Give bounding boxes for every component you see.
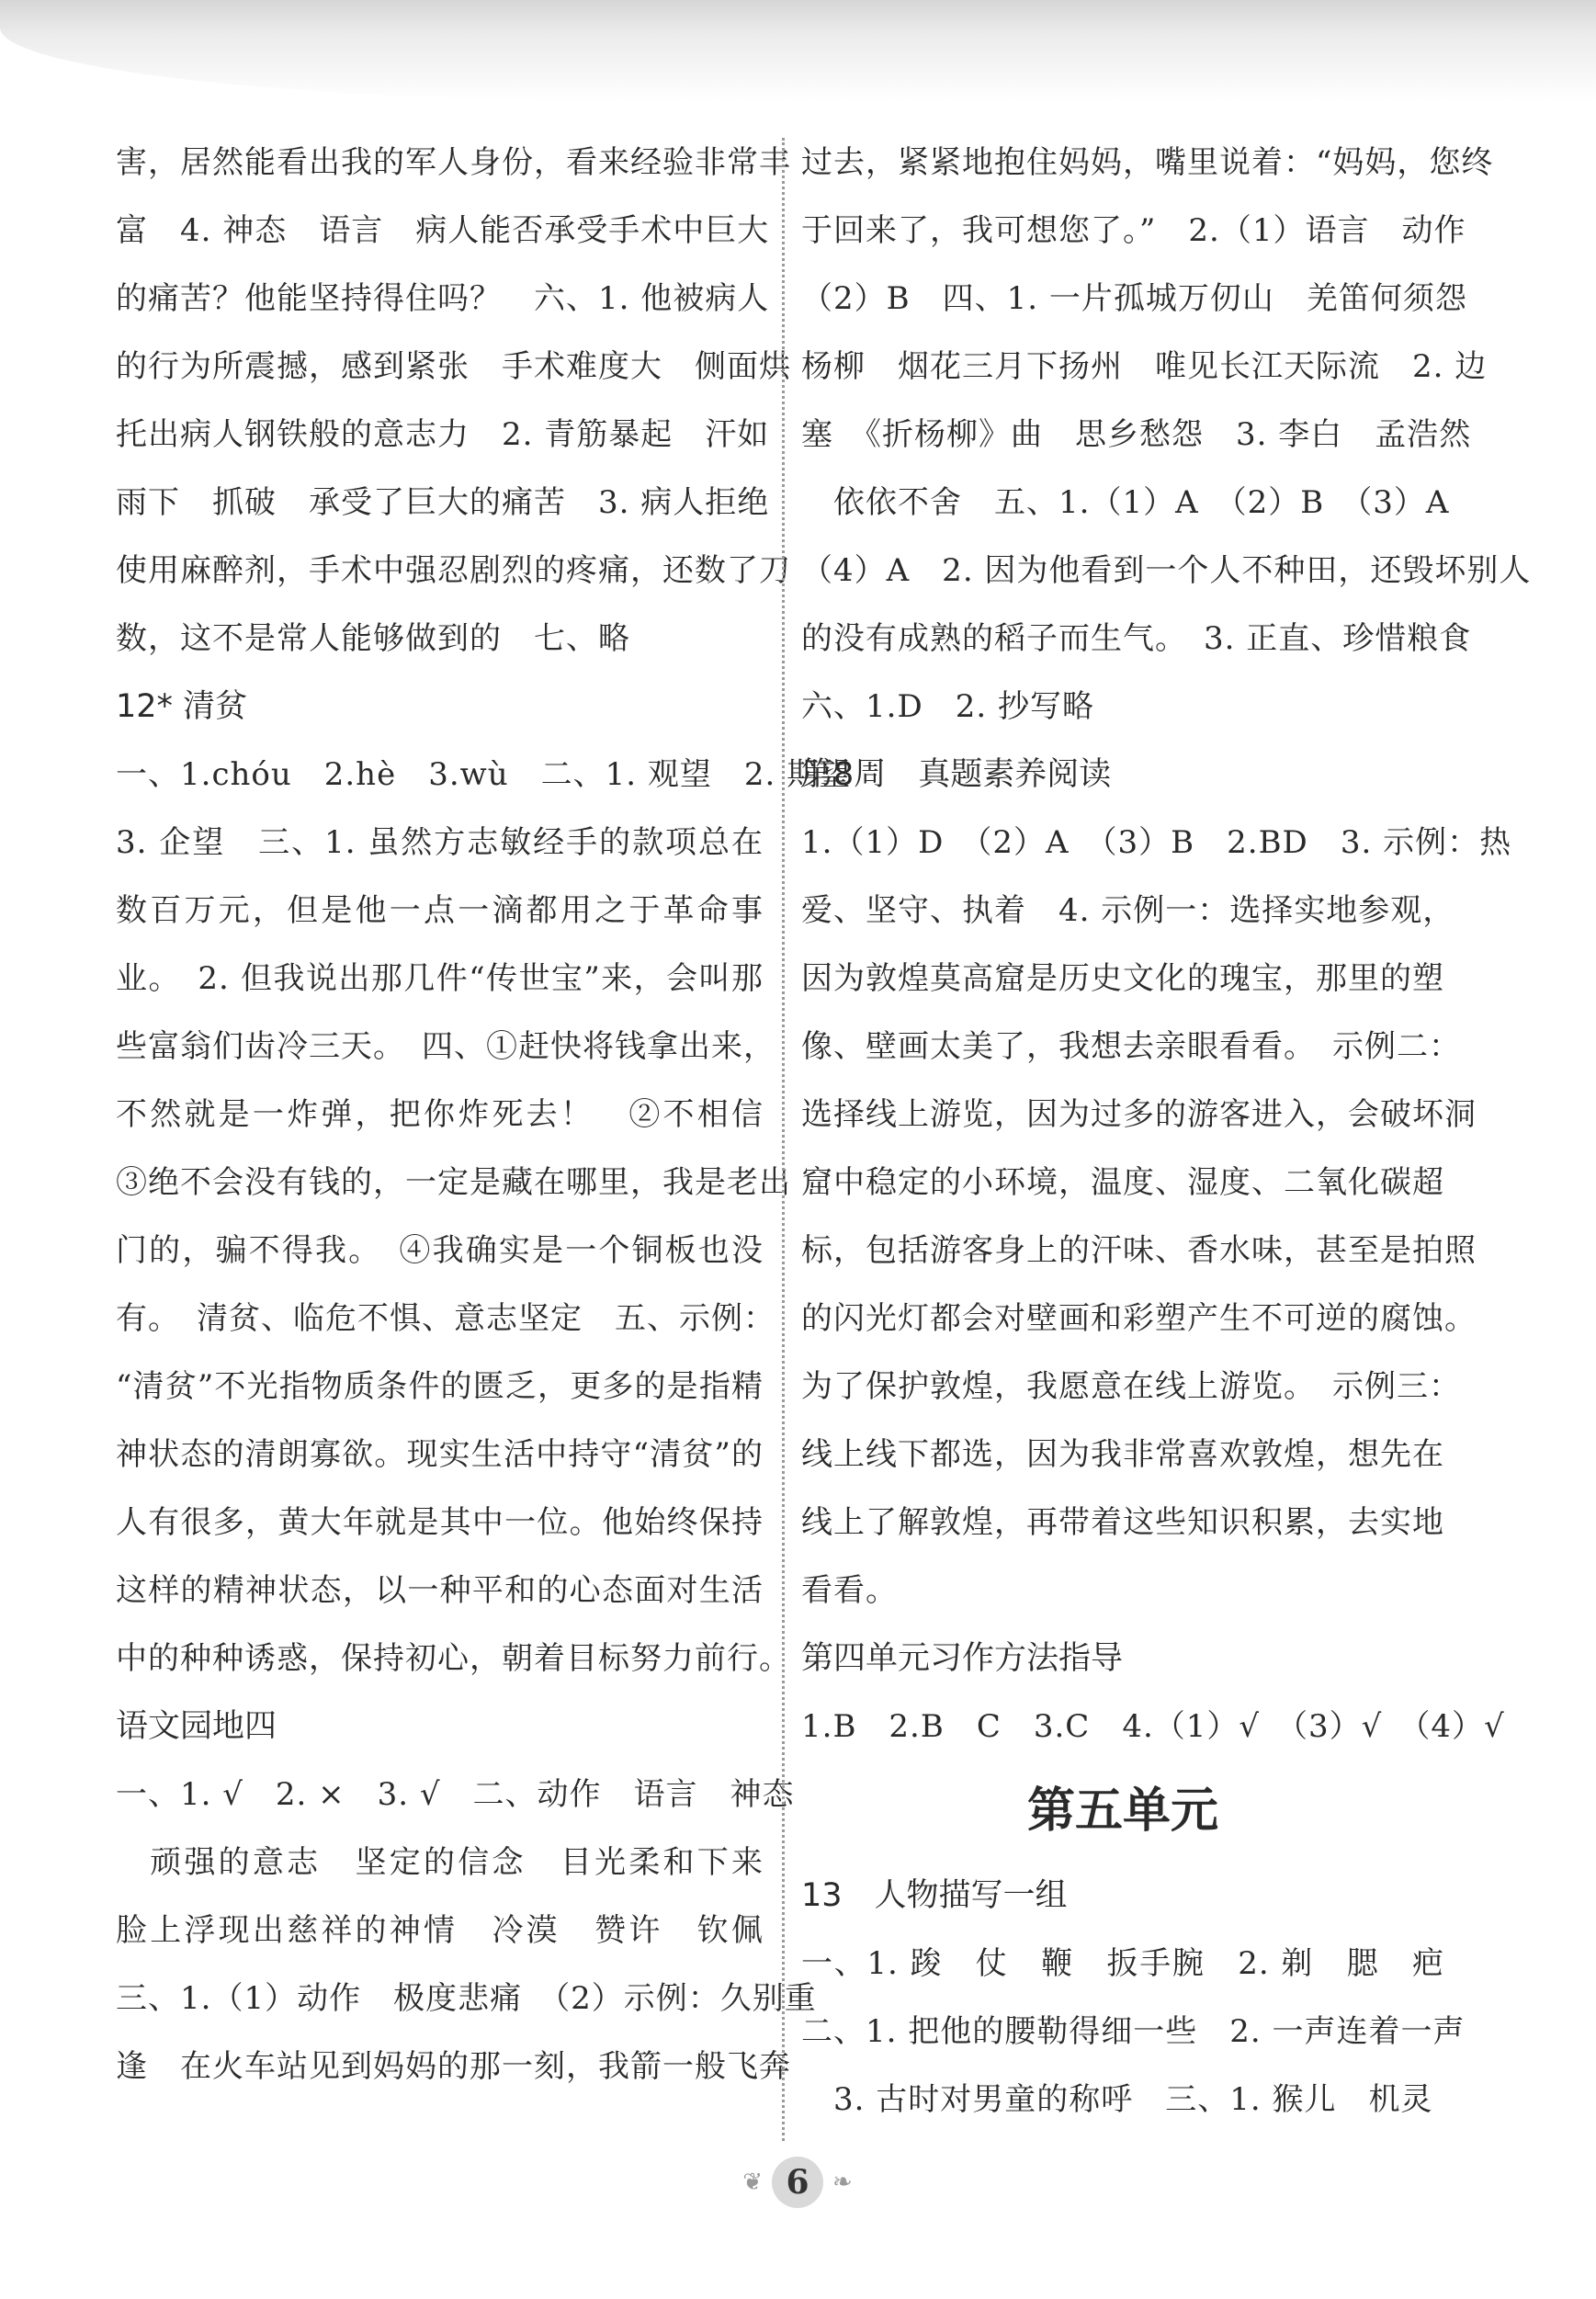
leaf-right-icon: ❧ xyxy=(832,2169,853,2196)
text-line: “清贫”不光指物质条件的匮乏，更多的是指精 xyxy=(116,1368,764,1405)
text-line: 神状态的清朗寡欲。现实生活中持守“清贫”的 xyxy=(116,1436,764,1473)
text-line: 二、1. 把他的腰勒得细一些 2. 一声连着一声 xyxy=(801,2013,1466,2050)
right-column xyxy=(801,129,1532,2134)
text-line: 线上线下都选，因为我非常喜欢敦煌，想先在 xyxy=(801,1436,1444,1473)
text-line: 标，包括游客身上的汗味、香水味，甚至是拍照 xyxy=(801,1232,1477,1269)
text-line: 人有很多，黄大年就是其中一位。他始终保持 xyxy=(116,1504,764,1541)
text-line: 脸上浮现出慈祥的神情 冷漠 赞许 钦佩 xyxy=(116,1912,764,1949)
section-heading-qingpin: 12* 清贫 xyxy=(116,688,248,725)
text-line: 雨下 抓破 承受了巨大的痛苦 3. 病人拒绝 xyxy=(116,484,770,521)
section-heading-week8: 第8周 真题素养阅读 xyxy=(801,756,1112,793)
text-line: 顽强的意志 坚定的信念 目光柔和下来 xyxy=(116,1844,764,1881)
text-line: 爱、坚守、执着 4. 示例一：选择实地参观， xyxy=(801,892,1455,929)
text-line: 有。 清贫、临危不惧、意志坚定 五、示例： xyxy=(116,1300,775,1337)
text-line: 看看。 xyxy=(801,1572,898,1609)
column-divider xyxy=(782,138,785,2141)
text-line: 一、1.chóu 2.hè 3.wù 二、1. 观望 2. 期望 xyxy=(116,756,852,793)
text-line: 窟中稳定的小环境，温度、湿度、二氧化碳超 xyxy=(801,1164,1444,1201)
text-line: 过去，紧紧地抱住妈妈，嘴里说着：“妈妈，您终 xyxy=(801,144,1494,181)
text-line: 1.B 2.B C 3.C 4.（1）√ （3）√ （4）√ xyxy=(801,1708,1505,1745)
section-heading-unit4-writing: 第四单元习作方法指导 xyxy=(801,1640,1124,1677)
text-line: 的闪光灯都会对壁画和彩塑产生不可逆的腐蚀。 xyxy=(801,1300,1477,1337)
text-line: 于回来了，我可想您了。” 2.（1）语言 动作 xyxy=(801,212,1466,249)
text-line: 六、1.D 2. 抄写略 xyxy=(801,688,1094,725)
section-heading-yuwen-yuandi: 语文园地四 xyxy=(116,1708,277,1745)
text-line: 一、1. √ 2. × 3. √ 二、动作 语言 神态 xyxy=(116,1776,795,1813)
page-footer xyxy=(724,2150,871,2214)
section-heading-13: 13 人物描写一组 xyxy=(801,1877,1068,1914)
text-line: 线上了解敦煌，再带着这些知识积累，去实地 xyxy=(801,1504,1444,1541)
text-line: 三、1.（1）动作 极度悲痛 （2）示例：久别重 xyxy=(116,1980,817,2017)
header-decor-band xyxy=(0,0,1596,101)
text-line: （2）B 四、1. 一片孤城万仞山 羌笛何须怨 xyxy=(801,280,1467,317)
text-line: ③绝不会没有钱的，一定是藏在哪里，我是老出 xyxy=(116,1164,791,1201)
text-line: 不然就是一炸弹，把你炸死去！ ②不相信 xyxy=(116,1096,764,1133)
text-line: 为了保护敦煌，我愿意在线上游览。 示例三： xyxy=(801,1368,1461,1405)
text-line: 业。 2. 但我说出那几件“传世宝”来，会叫那 xyxy=(116,960,764,997)
text-line: 一、1. 踆 仗 鞭 扳手腕 2. 剃 腮 疤 xyxy=(801,1945,1444,1982)
text-line: 选择线上游览，因为过多的游客进入，会破坏洞 xyxy=(801,1096,1477,1133)
unit-title: 第五单元 xyxy=(1026,1784,1218,1839)
text-line: 门的，骗不得我。 ④我确实是一个铜板也没 xyxy=(116,1232,764,1269)
text-line: 些富翁们齿冷三天。 四、①赶快将钱拿出来， xyxy=(116,1028,775,1065)
text-line: 3. 企望 三、1. 虽然方志敏经手的款项总在 xyxy=(116,824,764,861)
text-line: 中的种种诱惑，保持初心，朝着目标努力前行。 xyxy=(116,1640,791,1677)
text-line: 因为敦煌莫高窟是历史文化的瑰宝，那里的塑 xyxy=(801,960,1444,997)
text-line: 的没有成熟的稻子而生气。 3. 正直、珍惜粮食 xyxy=(801,620,1472,657)
text-line: （4）A 2. 因为他看到一个人不种田，还毁坏别人 xyxy=(801,552,1532,589)
text-line: 数百万元，但是他一点一滴都用之于革命事 xyxy=(116,892,764,929)
text-line: 3. 古时对男童的称呼 三、1. 猴儿 机灵 xyxy=(801,2081,1433,2118)
text-line: 富 4. 神态 语言 病人能否承受手术中巨大 xyxy=(116,212,770,249)
text-line: 像、壁画太美了，我想去亲眼看看。 示例二： xyxy=(801,1028,1461,1065)
text-line: 杨柳 烟花三月下扬州 唯见长江天际流 2. 边 xyxy=(801,348,1488,385)
text-line: 的行为所震撼，感到紧张 手术难度大 侧面烘 xyxy=(116,348,791,385)
text-line: 害，居然能看出我的军人身份，看来经验非常丰 xyxy=(116,144,791,181)
text-line: 1.（1）D （2）A （3）B 2.BD 3. 示例：热 xyxy=(801,824,1512,861)
text-line: 使用麻醉剂，手术中强忍剧烈的疼痛，还数了刀 xyxy=(116,552,791,589)
leaf-left-icon: ❦ xyxy=(742,2169,763,2196)
page-number: 6 xyxy=(772,2157,823,2208)
text-line: 数，这不是常人能够做到的 七、略 xyxy=(116,620,630,657)
text-line: 塞 《折杨柳》曲 思乡愁怨 3. 李白 孟浩然 xyxy=(801,416,1472,453)
text-line: 依依不舍 五、1.（1）A （2）B （3）A xyxy=(801,484,1450,521)
text-line: 托出病人钢铁般的意志力 2. 青筋暴起 汗如 xyxy=(116,416,770,453)
text-line: 这样的精神状态，以一种平和的心态面对生活 xyxy=(116,1572,764,1609)
text-line: 的痛苦？他能坚持得住吗？ 六、1. 他被病人 xyxy=(116,280,770,317)
text-line: 逢 在火车站见到妈妈的那一刻，我箭一般飞奔 xyxy=(116,2048,791,2085)
